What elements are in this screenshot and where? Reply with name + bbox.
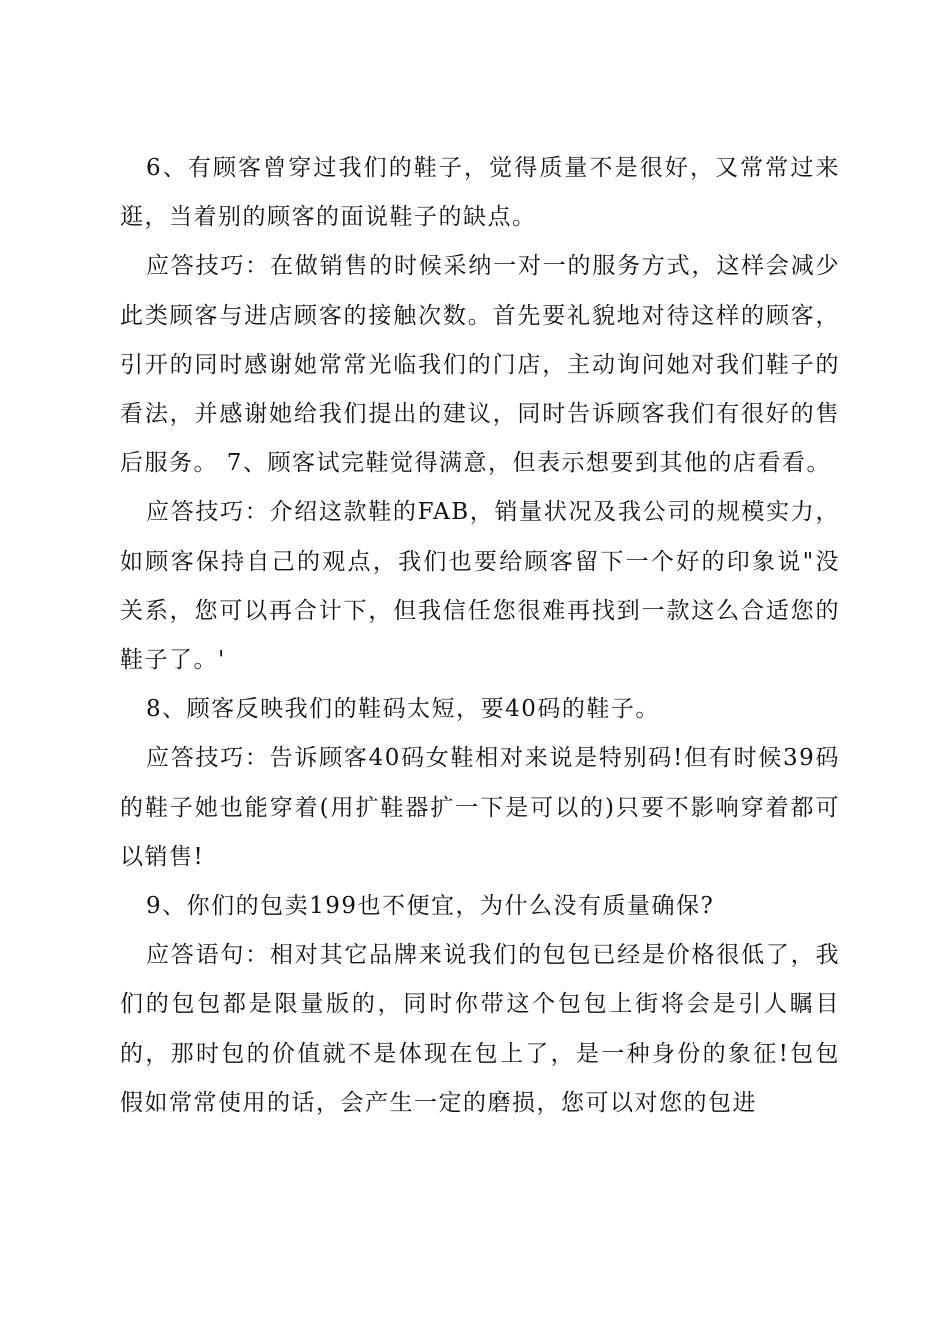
document-body <box>120 144 840 1128</box>
paragraph-question-9: 9、你们的包卖199也不便宜，为什么没有质量确保? <box>146 893 715 920</box>
paragraph-answer-7: 应答技巧：介绍这款鞋的FAB，销量状况及我公司的规模实力，如顾客保持自己的观点，我们也要给顾客留下一个好的印象说"没关系，您可以再合计下，但我信任您很难再找到一款这么合适您的鞋子了。' <box>120 499 840 674</box>
paragraph-answer-9: 应答语句：相对其它品牌来说我们的包包已经是价格很低了，我们的包包都是限量版的，同时你带这个包包上街将会是引人瞩目的，那时包的价值就不是体现在包上了，是一种身份的象征!包包假如常常使用的话，会产生一定的磨损，您可以对您的包进 <box>120 942 840 1116</box>
paragraph-answer-6: 应答技巧：在做销售的时候采纳一对一的服务方式，这样会减少此类顾客与进店顾客的接触次数。首先要礼貌地对待这样的顾客，引开的同时感谢她常常光临我们的门店，主动询问她对我们鞋子的看法，并感谢她给我们提出的建议，同时告诉顾客我们有很好的售后服务。 7、顾客试完鞋觉得满意，但表示想要到其他的店看看。 <box>120 253 840 477</box>
paragraph-question-6: 6、有顾客曾穿过我们的鞋子，觉得质量不是很好，又常常过来逛，当着别的顾客的面说鞋子的缺点。 <box>120 155 840 231</box>
paragraph-question-8: 8、顾客反映我们的鞋码太短，要40码的鞋子。 <box>146 696 660 723</box>
paragraph-answer-8: 应答技巧：告诉顾客40码女鞋相对来说是特别码!但有时候39码的鞋子她也能穿着(用扩鞋器扩一下是可以的)只要不影响穿着都可以销售! <box>120 745 840 870</box>
